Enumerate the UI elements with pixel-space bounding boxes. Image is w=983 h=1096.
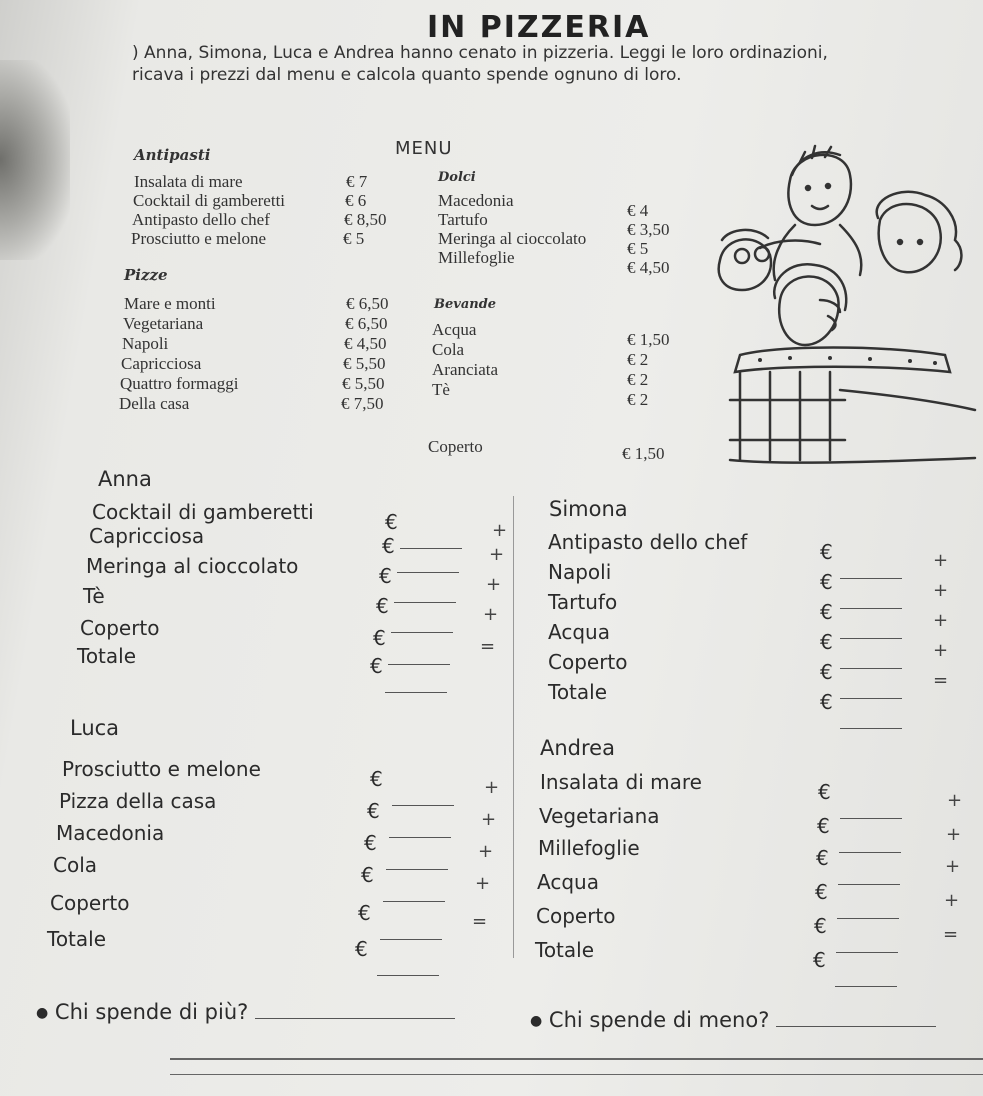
- anna-name: Anna: [98, 467, 152, 491]
- amount-blank[interactable]: [388, 650, 450, 669]
- menu-title: MENU: [395, 138, 453, 159]
- euro-symbol: €: [367, 799, 380, 823]
- menu-item-name: Mare e monti: [124, 294, 216, 313]
- euro-symbol: €: [820, 600, 833, 624]
- euro-symbol: €: [814, 914, 827, 938]
- pizze-heading: Pizze: [124, 266, 168, 284]
- amount-blank[interactable]: [836, 938, 898, 957]
- menu-item-name: Cola: [432, 340, 465, 359]
- order-item: Tè: [83, 584, 105, 608]
- menu-item-name: Napoli: [122, 334, 169, 353]
- order-item: Capricciosa: [89, 524, 205, 548]
- euro-symbol: €: [364, 831, 377, 855]
- order-item: Coperto: [80, 616, 160, 640]
- total-label: Totale: [77, 644, 137, 668]
- menu-item-name: Millefoglie: [438, 248, 515, 267]
- euro-symbol: €: [820, 660, 833, 684]
- euro-symbol: €: [385, 510, 398, 534]
- column-divider: [513, 496, 514, 958]
- menu-item-price: € 6: [345, 191, 367, 210]
- question-least-text: Chi spende di meno?: [548, 1008, 770, 1032]
- operator-sign: +: [933, 610, 949, 631]
- menu-item-price: € 4,50: [344, 334, 387, 353]
- amount-blank[interactable]: [383, 887, 445, 906]
- amount-blank[interactable]: [380, 925, 442, 944]
- bottom-rule-2: [170, 1074, 983, 1075]
- order-item: Coperto: [536, 904, 616, 928]
- euro-symbol: €: [816, 846, 829, 870]
- answer-most-line[interactable]: [255, 1017, 455, 1019]
- menu-item-price: € 6,50: [346, 294, 389, 313]
- amount-blank[interactable]: [392, 791, 454, 810]
- operator-sign: =: [943, 924, 959, 945]
- euro-symbol: €: [820, 690, 833, 714]
- operator-sign: +: [492, 520, 508, 541]
- operator-sign: +: [478, 841, 494, 862]
- dolci-heading: Dolci: [438, 170, 476, 185]
- luca-name: Luca: [70, 716, 120, 740]
- question-most-text: Chi spende di più?: [54, 1000, 249, 1024]
- total-label: Totale: [548, 680, 608, 704]
- amount-blank[interactable]: [839, 838, 901, 857]
- amount-blank[interactable]: [840, 564, 902, 583]
- amount-blank[interactable]: [840, 714, 902, 733]
- menu-item-name: Macedonia: [438, 191, 514, 210]
- amount-blank[interactable]: [391, 618, 453, 637]
- order-item: Macedonia: [56, 821, 165, 845]
- amount-blank[interactable]: [386, 855, 448, 874]
- order-item: Millefoglie: [538, 836, 640, 860]
- andrea-name: Andrea: [540, 736, 615, 760]
- euro-symbol: €: [355, 937, 368, 961]
- operator-sign: +: [947, 790, 963, 811]
- menu-item-price: € 5: [343, 229, 365, 248]
- page-shadow: [0, 60, 70, 260]
- euro-symbol: €: [361, 863, 374, 887]
- simona-name: Simona: [549, 497, 628, 521]
- order-item: Meringa al cioccolato: [86, 554, 299, 578]
- amount-blank[interactable]: [840, 654, 902, 673]
- operator-sign: =: [472, 911, 488, 932]
- menu-item-price: € 1,50: [627, 330, 670, 349]
- order-item: Tartufo: [548, 590, 618, 614]
- order-item: Acqua: [548, 620, 610, 644]
- coperto-menu-price: € 1,50: [622, 444, 665, 463]
- answer-least-line[interactable]: [776, 1025, 936, 1027]
- operator-sign: +: [933, 640, 949, 661]
- menu-item-name: Prosciutto e melone: [131, 229, 267, 248]
- operator-sign: +: [481, 809, 497, 830]
- menu-item-price: € 8,50: [344, 210, 387, 229]
- menu-item-name: Quattro formaggi: [120, 374, 239, 393]
- menu-item-name: Meringa al cioccolato: [438, 229, 587, 248]
- menu-item-price: € 5,50: [342, 374, 385, 393]
- coperto-menu-label: Coperto: [428, 437, 483, 456]
- operator-sign: +: [944, 890, 960, 911]
- menu-item-price: € 6,50: [345, 314, 388, 333]
- euro-symbol: €: [815, 880, 828, 904]
- operator-sign: +: [484, 777, 500, 798]
- operator-sign: +: [475, 873, 491, 894]
- question-least: ● Chi spende di meno?: [530, 1008, 936, 1032]
- amount-blank[interactable]: [840, 684, 902, 703]
- menu-item-price: € 2: [627, 370, 649, 389]
- order-item: Cola: [53, 853, 98, 877]
- operator-sign: +: [933, 580, 949, 601]
- operator-sign: =: [933, 670, 949, 691]
- amount-blank[interactable]: [385, 678, 447, 697]
- operator-sign: +: [489, 544, 505, 565]
- operator-sign: +: [483, 604, 499, 625]
- euro-symbol: €: [820, 540, 833, 564]
- menu-item-price: € 4: [627, 201, 649, 220]
- question-most: ● Chi spende di più?: [36, 1000, 455, 1024]
- euro-symbol: €: [817, 814, 830, 838]
- amount-blank[interactable]: [840, 594, 902, 613]
- order-item: Coperto: [50, 891, 130, 915]
- menu-item-name: Aranciata: [432, 360, 499, 379]
- menu-item-name: Acqua: [432, 320, 477, 339]
- euro-symbol: €: [370, 767, 383, 791]
- euro-symbol: €: [376, 594, 389, 618]
- amount-blank[interactable]: [377, 961, 439, 980]
- menu-item-name: Insalata di mare: [134, 172, 243, 191]
- order-item: Insalata di mare: [540, 770, 702, 794]
- order-item: Prosciutto e melone: [62, 757, 261, 781]
- menu-item-name: Della casa: [119, 394, 190, 413]
- amount-blank[interactable]: [837, 904, 899, 923]
- order-item: Acqua: [537, 870, 599, 894]
- amount-blank[interactable]: [835, 972, 897, 991]
- operator-sign: +: [933, 550, 949, 571]
- instructions: ) Anna, Simona, Luca e Andrea hanno cenato in pizzeria. Leggi le loro ordinazioni, ricava i prezzi dal menu e calcola quanto spende ognuno di loro.: [132, 43, 828, 85]
- menu-item-price: € 5: [627, 239, 649, 258]
- menu-item-name: Vegetariana: [123, 314, 204, 333]
- total-label: Totale: [535, 938, 595, 962]
- amount-blank[interactable]: [397, 558, 459, 577]
- order-item: Cocktail di gamberetti: [92, 500, 314, 524]
- euro-symbol: €: [820, 630, 833, 654]
- amount-blank[interactable]: [840, 804, 902, 823]
- amount-blank[interactable]: [400, 534, 462, 553]
- menu-item-price: € 7: [346, 172, 368, 191]
- operator-sign: =: [480, 636, 496, 657]
- page-title: IN PIZZERIA: [427, 10, 651, 45]
- menu-item-price: € 2: [627, 350, 649, 369]
- euro-symbol: €: [379, 564, 392, 588]
- euro-symbol: €: [358, 901, 371, 925]
- menu-item-name: Capricciosa: [121, 354, 202, 373]
- amount-blank[interactable]: [838, 870, 900, 889]
- amount-blank[interactable]: [394, 588, 456, 607]
- menu-item-price: € 7,50: [341, 394, 384, 413]
- menu-item-name: Antipasto dello chef: [132, 210, 270, 229]
- menu-item-price: € 5,50: [343, 354, 386, 373]
- operator-sign: +: [946, 824, 962, 845]
- euro-symbol: €: [370, 654, 383, 678]
- bottom-rule-1: [170, 1058, 983, 1060]
- family-dining-illustration: [700, 140, 983, 470]
- menu-item-name: Cocktail di gamberetti: [133, 191, 286, 210]
- order-item: Pizza della casa: [59, 789, 217, 813]
- menu-item-name: Tè: [432, 380, 450, 399]
- order-item: Vegetariana: [539, 804, 660, 828]
- operator-sign: +: [486, 574, 502, 595]
- menu-item-price: € 4,50: [627, 258, 670, 277]
- menu-item-name: Tartufo: [438, 210, 488, 229]
- menu-item-price: € 3,50: [627, 220, 670, 239]
- order-item: Napoli: [548, 560, 612, 584]
- euro-symbol: €: [813, 948, 826, 972]
- amount-blank[interactable]: [389, 823, 451, 842]
- operator-sign: +: [945, 856, 961, 877]
- euro-symbol: €: [373, 626, 386, 650]
- order-item: Coperto: [548, 650, 628, 674]
- euro-symbol: €: [818, 780, 831, 804]
- bevande-heading: Bevande: [434, 297, 497, 312]
- total-label: Totale: [47, 927, 107, 951]
- order-item: Antipasto dello chef: [548, 530, 748, 554]
- euro-symbol: €: [382, 534, 395, 558]
- antipasti-heading: Antipasti: [134, 146, 211, 164]
- amount-blank[interactable]: [840, 624, 902, 643]
- menu-item-price: € 2: [627, 390, 649, 409]
- euro-symbol: €: [820, 570, 833, 594]
